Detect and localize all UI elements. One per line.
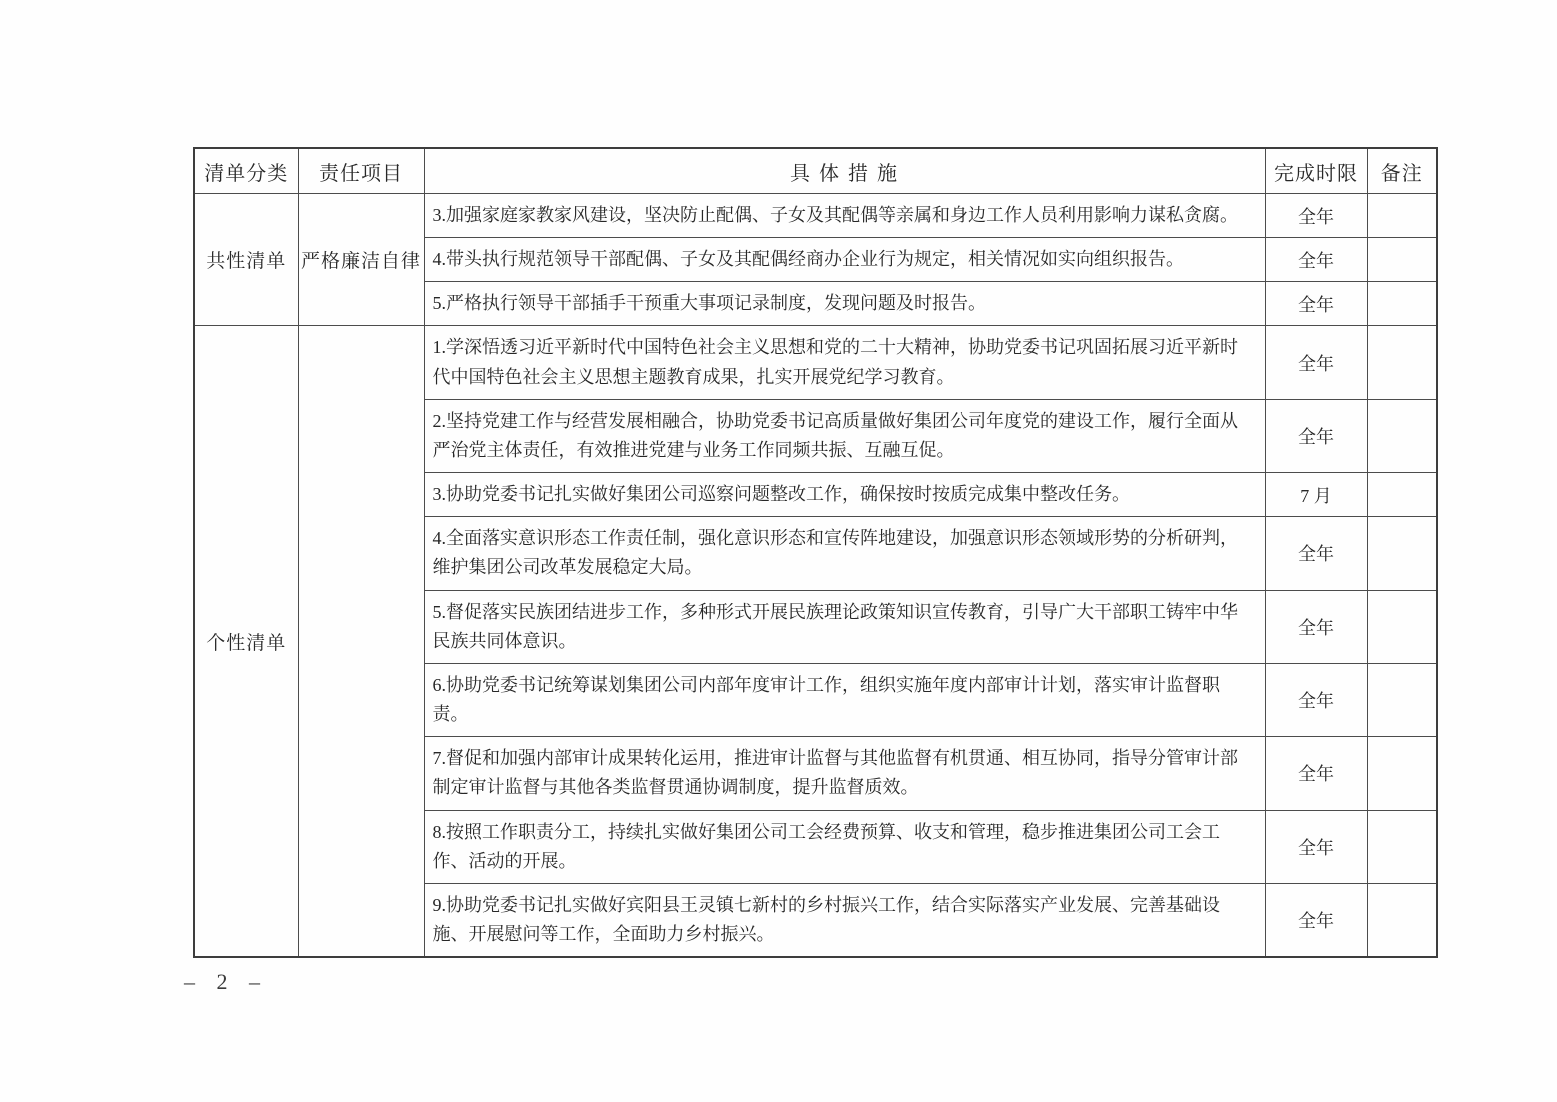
header-remarks: 备注 [1367,148,1437,194]
remark-cell [1367,194,1437,238]
table-header-row [194,148,1437,194]
deadline-cell: 全年 [1265,517,1367,590]
deadline-cell: 7 月 [1265,473,1367,517]
deadline-cell: 全年 [1265,238,1367,282]
deadline-cell: 全年 [1265,883,1367,957]
measure-cell: 5.督促落实民族团结进步工作，多种形式开展民族理论政策知识宣传教育，引导广大干部职工铸牢中华民族共同体意识。 [424,590,1265,663]
header-deadline: 完成时限 [1265,148,1367,194]
table-row [194,326,1437,399]
remark-cell [1367,737,1437,810]
deadline-cell: 全年 [1265,590,1367,663]
deadline-cell: 全年 [1265,399,1367,472]
remark-cell [1367,883,1437,957]
deadline-cell: 全年 [1265,326,1367,399]
category-cell: 共性清单 [194,194,298,326]
measure-cell: 2.坚持党建工作与经营发展相融合，协助党委书记高质量做好集团公司年度党的建设工作，履行全面从严治党主体责任，有效推进党建与业务工作同频共振、互融互促。 [424,399,1265,472]
remark-cell [1367,282,1437,326]
remark-cell [1367,590,1437,663]
measure-cell: 8.按照工作职责分工，持续扎实做好集团公司工会经费预算、收支和管理，稳步推进集团公司工会工作、活动的开展。 [424,810,1265,883]
page-number: – 2 – [184,969,268,994]
remark-cell [1367,238,1437,282]
header-category: 清单分类 [194,148,298,194]
remark-cell [1367,517,1437,590]
deadline-cell: 全年 [1265,663,1367,736]
checklist-table-body [194,194,1437,958]
remark-cell [1367,663,1437,736]
measure-cell: 7.督促和加强内部审计成果转化运用，推进审计监督与其他监督有机贯通、相互协同，指导分管审计部制定审计监督与其他各类监督贯通协调制度，提升监督质效。 [424,737,1265,810]
deadline-cell: 全年 [1265,282,1367,326]
measure-cell: 1.学深悟透习近平新时代中国特色社会主义思想和党的二十大精神，协助党委书记巩固拓展习近平新时代中国特色社会主义思想主题教育成果，扎实开展党纪学习教育。 [424,326,1265,399]
measure-cell: 6.协助党委书记统筹谋划集团公司内部年度审计工作，组织实施年度内部审计计划，落实审计监督职责。 [424,663,1265,736]
header-project: 责任项目 [298,148,424,194]
category-cell: 个性清单 [194,326,298,957]
measure-cell: 3.加强家庭家教家风建设，坚决防止配偶、子女及其配偶等亲属和身边工作人员利用影响力谋私贪腐。 [424,194,1265,238]
deadline-cell: 全年 [1265,194,1367,238]
remark-cell [1367,473,1437,517]
project-cell [298,326,424,957]
responsibility-checklist-table [193,147,1438,958]
deadline-cell: 全年 [1265,737,1367,810]
deadline-cell: 全年 [1265,810,1367,883]
measure-cell: 9.协助党委书记扎实做好宾阳县王灵镇七新村的乡村振兴工作，结合实际落实产业发展、完善基础设施、开展慰问等工作，全面助力乡村振兴。 [424,883,1265,957]
measure-cell: 3.协助党委书记扎实做好集团公司巡察问题整改工作，确保按时按质完成集中整改任务。 [424,473,1265,517]
remark-cell [1367,399,1437,472]
remark-cell [1367,810,1437,883]
measure-cell: 4.带头执行规范领导干部配偶、子女及其配偶经商办企业行为规定，相关情况如实向组织报告。 [424,238,1265,282]
measure-cell: 4.全面落实意识形态工作责任制，强化意识形态和宣传阵地建设，加强意识形态领域形势的分析研判，维护集团公司改革发展稳定大局。 [424,517,1265,590]
measure-cell: 5.严格执行领导干部插手干预重大事项记录制度，发现问题及时报告。 [424,282,1265,326]
table-row [194,194,1437,238]
project-cell: 严格廉洁自律 [298,194,424,326]
header-measures: 具 体 措 施 [424,148,1265,194]
remark-cell [1367,326,1437,399]
